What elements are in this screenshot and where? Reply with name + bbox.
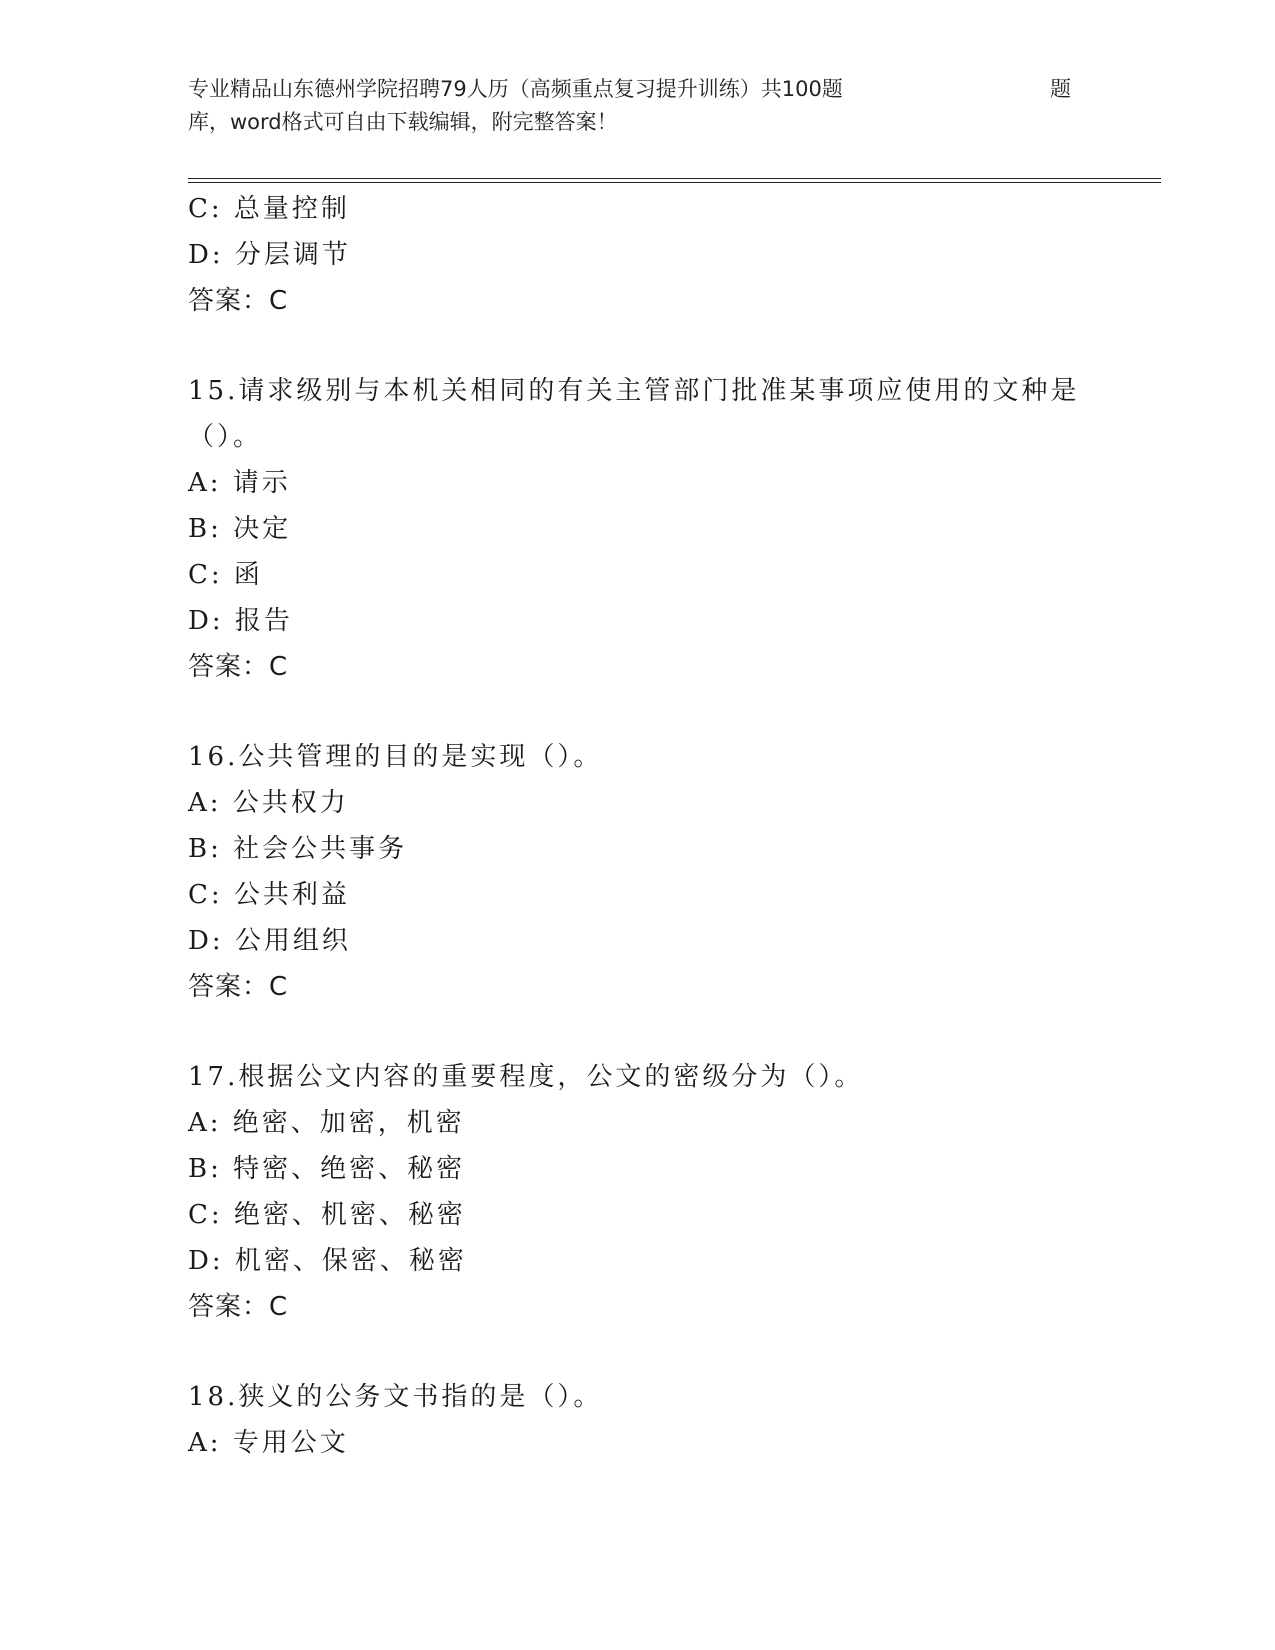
header-divider: [188, 178, 1161, 179]
question-16: [188, 734, 1088, 1010]
answer-line: 答案：C: [188, 972, 289, 1002]
header-title-tail: 题: [1050, 77, 1071, 101]
option-c: C: 总量控制: [188, 194, 350, 224]
document-header: [188, 73, 1068, 139]
option-a: A: 专用公文: [188, 1428, 349, 1458]
header-title-line-1: 专业精品山东德州学院招聘79人历（高频重点复习提升训练）共100题: [188, 77, 843, 101]
option-c: C: 函: [188, 560, 263, 590]
question-stem: 18.狭义的公务文书指的是（）。: [188, 1382, 603, 1412]
question-stem: 16.公共管理的目的是实现（）。: [188, 742, 603, 772]
question-17: [188, 1054, 1088, 1330]
header-divider-second: [188, 182, 1161, 183]
answer-line: 答案：C: [188, 652, 289, 682]
question-stem: 15.请求级别与本机关相同的有关主管部门批准某事项应使用的文种是: [188, 376, 1080, 406]
answer-line: 答案：C: [188, 1292, 289, 1322]
question-stem: 17.根据公文内容的重要程度，公文的密级分为（）。: [188, 1062, 864, 1092]
option-a: A: 绝密、加密，机密: [188, 1108, 465, 1138]
option-d: D: 分层调节: [188, 240, 351, 270]
option-a: A: 公共权力: [188, 788, 349, 818]
question-18: [188, 1374, 1088, 1466]
option-b: B: 特密、绝密、秘密: [188, 1154, 466, 1184]
option-d: D: 机密、保密、秘密: [188, 1246, 467, 1276]
option-a: A: 请示: [188, 468, 291, 498]
option-b: B: 社会公共事务: [188, 834, 408, 864]
question-15: [188, 368, 1088, 690]
option-c: C: 公共利益: [188, 880, 350, 910]
question-list: [188, 186, 1088, 1466]
option-d: D: 公用组织: [188, 926, 351, 956]
header-title-line-2: 库，word格式可自由下载编辑，附完整答案！: [188, 110, 618, 134]
option-b: B: 决定: [188, 514, 292, 544]
question-stem-continued: （）。: [188, 422, 263, 452]
option-c: C: 绝密、机密、秘密: [188, 1200, 466, 1230]
option-d: D: 报告: [188, 606, 293, 636]
answer-line: 答案：C: [188, 286, 289, 316]
